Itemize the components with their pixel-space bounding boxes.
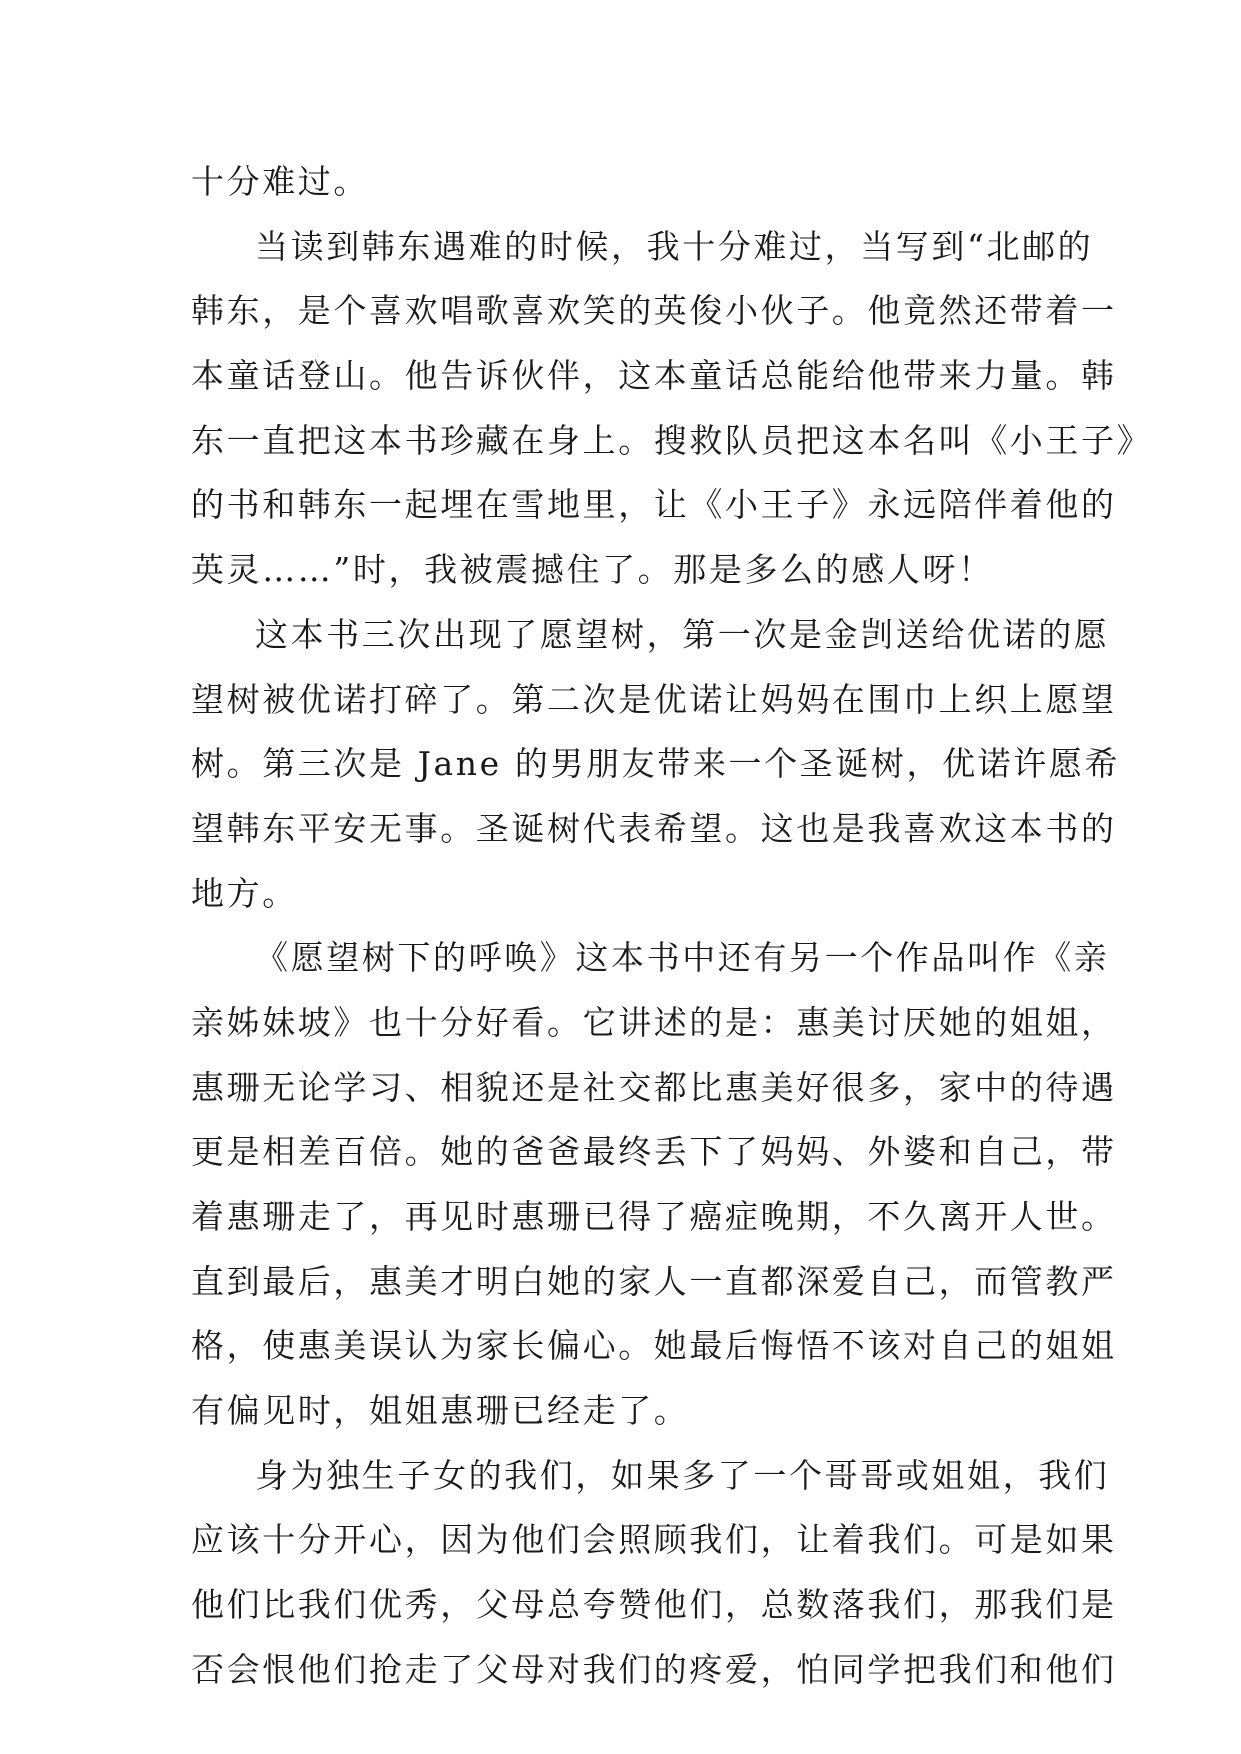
paragraph-first-line: 身为独生子女的我们，如果多了一个哥哥或姐姐，我们 — [255, 1455, 1110, 1495]
text-line: 更是相差百倍。她的爸爸最终丢下了妈妈、外婆和自己，带 — [191, 1132, 1117, 1172]
text-line: 望韩东平安无事。圣诞树代表希望。这也是我喜欢这本书的 — [191, 808, 1117, 848]
text-line: 有偏见时，姐姐惠珊已经走了。 — [191, 1391, 690, 1431]
text-line: 否会恨他们抢走了父母对我们的疼爱，怕同学把我们和他们 — [191, 1649, 1117, 1689]
body-text — [191, 150, 1153, 1703]
text-line: 英灵……”时，我被震撼住了。那是多么的感人呀！ — [191, 550, 994, 590]
text-line: 东一直把这本书珍藏在身上。搜救队员把这本名叫《小王子》 — [191, 420, 1153, 460]
text-line: 望树被优诺打碎了。第二次是优诺让妈妈在围巾上织上愿望 — [191, 679, 1117, 719]
paragraph-first-line: 《愿望树下的呼唤》这本书中还有另一个作品叫作《亲 — [255, 938, 1110, 978]
text-line: 的书和韩东一起埋在雪地里，让《小王子》永远陪伴着他的 — [191, 485, 1117, 525]
text-line: 直到最后，惠美才明白她的家人一直都深爱自己，而管教严 — [191, 1261, 1117, 1301]
text-line: 亲姊妹坡》也十分好看。它讲述的是：惠美讨厌她的姐姐， — [191, 1002, 1117, 1042]
paragraph-first-line: 当读到韩东遇难的时候，我十分难过，当写到“北邮的 — [255, 226, 1094, 266]
text-line: 本童话登山。他告诉伙伴，这本童话总能给他带来力量。韩 — [191, 356, 1117, 396]
text-line: 着惠珊走了，再见时惠珊已得了癌症晚期，不久离开人世。 — [191, 1197, 1117, 1236]
text-line: 他们比我们优秀，父母总夸赞他们，总数落我们，那我们是 — [191, 1585, 1117, 1625]
text-line: 树。第三次是 Jane 的男朋友带来一个圣诞树，优诺许愿希 — [191, 744, 1121, 784]
paragraph-first-line: 这本书三次出现了愿望树，第一次是金剀送给优诺的愿 — [255, 614, 1110, 654]
text-line: 地方。 — [191, 873, 298, 913]
text-line: 格，使惠美误认为家长偏心。她最后悔悟不该对自己的姐姐 — [191, 1326, 1117, 1366]
text-line: 惠珊无论学习、相貌还是社交都比惠美好很多，家中的待遇 — [191, 1067, 1117, 1107]
text-line: 应该十分开心，因为他们会照顾我们，让着我们。可是如果 — [191, 1520, 1117, 1560]
text-line: 十分难过。 — [191, 162, 369, 201]
text-line: 韩东，是个喜欢唱歌喜欢笑的英俊小伙子。他竟然还带着一 — [191, 291, 1117, 331]
